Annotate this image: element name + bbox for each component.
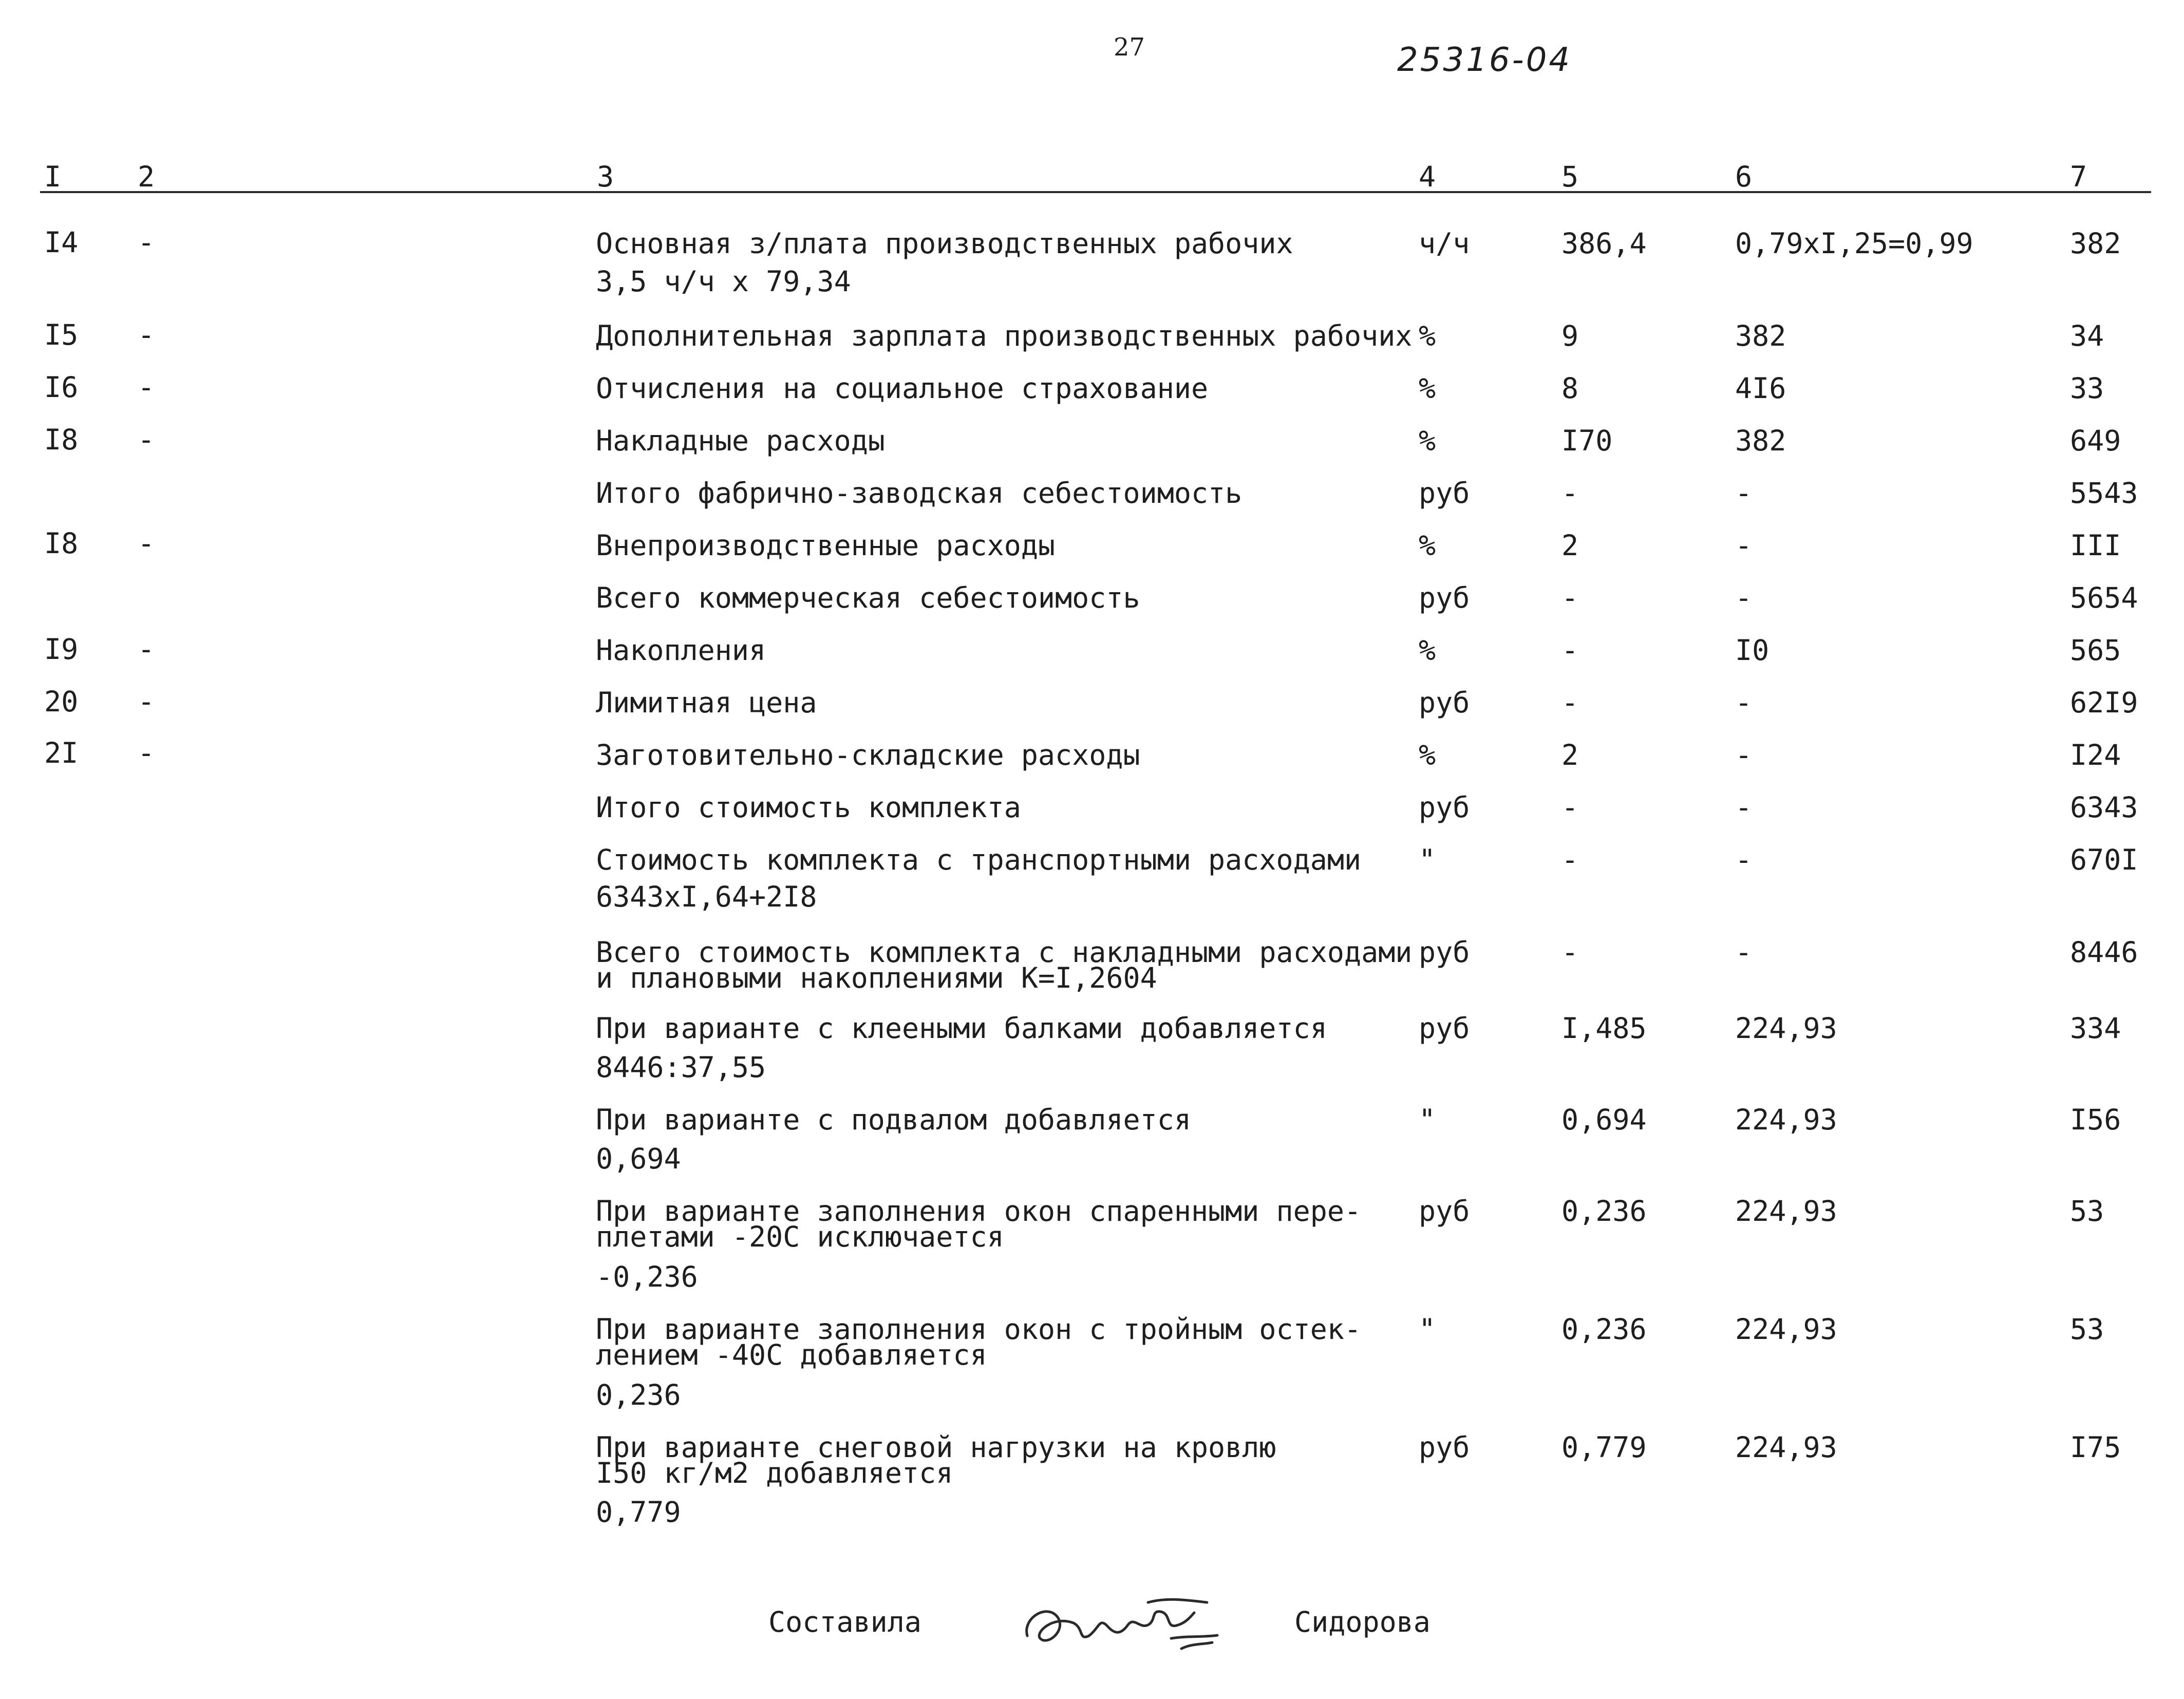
row-unit: руб (1419, 581, 1470, 614)
column-header-6: 6 (1735, 160, 1753, 193)
row-col2: - (138, 423, 155, 456)
row-col6: - (1735, 529, 1753, 562)
row-number: I9 (44, 633, 79, 666)
row-col2: - (138, 685, 155, 718)
row-unit: % (1419, 424, 1436, 457)
row-col5: 0,236 (1561, 1195, 1647, 1228)
row-col7: 53 (2070, 1195, 2104, 1228)
row-unit: руб (1419, 1431, 1470, 1464)
row-col7: 649 (2070, 424, 2121, 457)
row-col5: I,485 (1561, 1012, 1647, 1045)
row-col5: - (1561, 581, 1579, 614)
row-unit: руб (1419, 1012, 1470, 1045)
row-col7: III (2070, 529, 2121, 562)
row-description: Итого стоимость комплекта (596, 791, 1021, 824)
row-description: Дополнительная зарплата производственных рабочих (596, 319, 1413, 352)
row-col7: 5654 (2070, 581, 2138, 614)
row-col6: 224,93 (1735, 1012, 1837, 1045)
row-description-line2: I50 кг/м2 добавляется (596, 1457, 953, 1489)
header-rule (40, 191, 2151, 193)
row-col7: 53 (2070, 1313, 2104, 1346)
row-description: При варианте с клееными балками добавляется (596, 1012, 1327, 1045)
row-description: Лимитная цена (596, 686, 817, 719)
row-description-line2: лением -40С добавляется (596, 1338, 987, 1371)
row-description-line3: -0,236 (596, 1260, 698, 1293)
row-col6: 0,79хI,25=0,99 (1735, 227, 1973, 260)
row-col7: 382 (2070, 227, 2121, 260)
row-col5: - (1561, 634, 1579, 667)
row-col2: - (138, 527, 155, 560)
row-col6: 224,93 (1735, 1431, 1837, 1464)
row-col2: - (138, 371, 155, 404)
row-col5: 0,236 (1561, 1313, 1647, 1346)
row-col6: - (1735, 686, 1753, 719)
column-header-5: 5 (1561, 160, 1579, 193)
row-description-line2: 3,5 ч/ч х 79,34 (596, 265, 851, 298)
row-number: I6 (44, 371, 79, 404)
row-col5: 8 (1561, 372, 1579, 405)
row-description-line3: 0,779 (596, 1496, 681, 1528)
row-description: При варианте снеговой нагрузки на кровлю (596, 1431, 1276, 1464)
row-unit: руб (1419, 1195, 1470, 1228)
column-header-1: I (44, 160, 62, 193)
row-description: Отчисления на социальное страхование (596, 372, 1209, 405)
row-description: При варианте с подвалом добавляется (596, 1103, 1191, 1136)
row-col6: 224,93 (1735, 1313, 1837, 1346)
row-col5: 9 (1561, 319, 1579, 352)
row-col6: 224,93 (1735, 1103, 1837, 1136)
row-col6: - (1735, 739, 1753, 771)
row-col5: 386,4 (1561, 227, 1647, 260)
row-unit: " (1419, 843, 1436, 876)
column-header-2: 2 (138, 160, 155, 193)
row-col6: - (1735, 843, 1753, 876)
row-description: Основная з/плата производственных рабочих (596, 227, 1293, 260)
row-description: При варианте заполнения окон спаренными пере- (596, 1195, 1362, 1228)
row-description-line2: 0,694 (596, 1142, 681, 1175)
row-description: При варианте заполнения окон с тройным остек- (596, 1313, 1362, 1346)
column-header-3: 3 (597, 160, 614, 193)
row-col6: 224,93 (1735, 1195, 1837, 1228)
row-unit: % (1419, 372, 1436, 405)
row-col7: 670I (2070, 843, 2138, 876)
row-col2: - (138, 633, 155, 666)
row-description-line2: и плановыми накоплениями К=I,2604 (596, 961, 1157, 994)
row-unit: руб (1419, 686, 1470, 719)
row-col6: 382 (1735, 319, 1786, 352)
row-col7: 33 (2070, 372, 2104, 405)
document-code: 25316-04 (1397, 41, 1572, 79)
row-description: Заготовительно-складские расходы (596, 739, 1140, 771)
row-col7: I56 (2070, 1103, 2121, 1136)
row-col2: - (138, 737, 155, 769)
row-col6: 4I6 (1735, 372, 1786, 405)
row-col6: - (1735, 477, 1753, 509)
row-col2: - (138, 226, 155, 259)
row-unit: руб (1419, 791, 1470, 824)
row-unit: " (1419, 1103, 1436, 1136)
row-col7: 8446 (2070, 936, 2138, 969)
row-unit: % (1419, 634, 1436, 667)
row-col7: 34 (2070, 319, 2104, 352)
row-unit: руб (1419, 477, 1470, 509)
row-number: 2I (44, 737, 79, 769)
column-header-7: 7 (2070, 160, 2087, 193)
row-description: Всего стоимость комплекта с накладными расходами (596, 936, 1413, 969)
row-description: Внепроизводственные расходы (596, 529, 1056, 562)
handwritten-signature (1017, 1587, 1233, 1664)
row-description-line2: плетами -20С исключается (596, 1220, 1004, 1253)
row-description-line2: 6343хI,64+2I8 (596, 880, 817, 913)
row-unit: % (1419, 319, 1436, 352)
row-unit: % (1419, 739, 1436, 771)
row-number: I8 (44, 423, 79, 456)
row-col7: I24 (2070, 739, 2121, 771)
row-col7: 334 (2070, 1012, 2121, 1045)
row-col5: - (1561, 791, 1579, 824)
row-col2: - (138, 318, 155, 351)
row-unit: % (1419, 529, 1436, 562)
row-col6: - (1735, 581, 1753, 614)
row-description: Стоимость комплекта с транспортными расходами (596, 843, 1362, 876)
row-number: 20 (44, 685, 79, 718)
row-description: Накопления (596, 634, 766, 667)
row-col5: I70 (1561, 424, 1613, 457)
row-col5: 0,779 (1561, 1431, 1647, 1464)
row-unit: " (1419, 1313, 1436, 1346)
row-description: Итого фабрично-заводская себестоимость (596, 477, 1242, 509)
row-col5: 0,694 (1561, 1103, 1647, 1136)
row-col6: I0 (1735, 634, 1769, 667)
row-number: I5 (44, 318, 79, 351)
row-description: Накладные расходы (596, 424, 885, 457)
row-col6: - (1735, 791, 1753, 824)
compiler-name: Сидорова (1294, 1606, 1430, 1638)
page-number: 27 (1114, 33, 1145, 62)
row-col5: - (1561, 936, 1579, 969)
row-col5: 2 (1561, 529, 1579, 562)
row-col7: 62I9 (2070, 686, 2138, 719)
row-col5: - (1561, 843, 1579, 876)
row-col5: - (1561, 477, 1579, 509)
row-col7: I75 (2070, 1431, 2121, 1464)
row-number: I8 (44, 527, 79, 560)
row-unit: руб (1419, 936, 1470, 969)
row-col5: 2 (1561, 739, 1579, 771)
row-col5: - (1561, 686, 1579, 719)
row-col7: 5543 (2070, 477, 2138, 509)
column-header-4: 4 (1419, 160, 1436, 193)
row-col6: - (1735, 936, 1753, 969)
row-col6: 382 (1735, 424, 1786, 457)
row-description: Всего коммерческая себестоимость (596, 581, 1140, 614)
row-col7: 565 (2070, 634, 2121, 667)
row-unit: ч/ч (1419, 227, 1470, 260)
row-description-line3: 0,236 (596, 1379, 681, 1411)
row-col7: 6343 (2070, 791, 2138, 824)
row-description-line2: 8446:37,55 (596, 1051, 766, 1084)
compiled-by-label: Составила (768, 1606, 922, 1638)
row-number: I4 (44, 226, 79, 259)
